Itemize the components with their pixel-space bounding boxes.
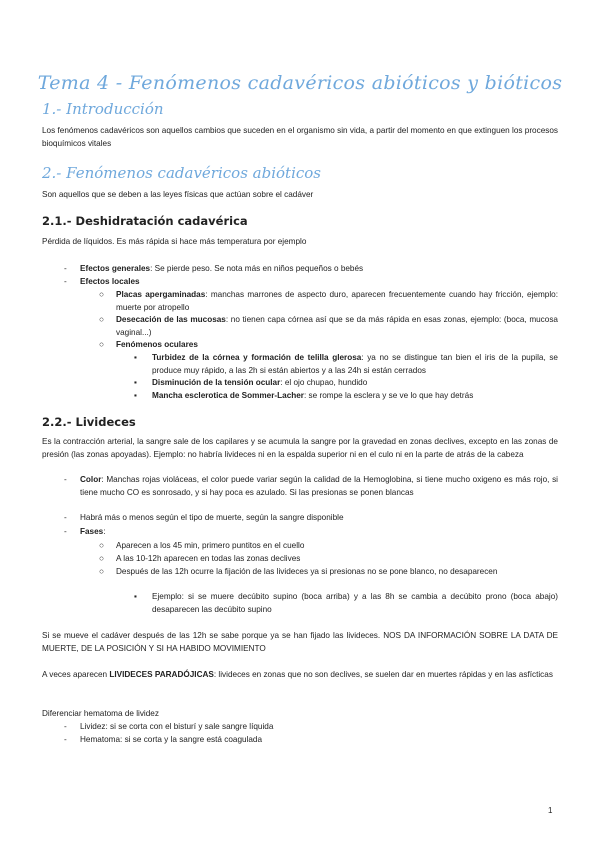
- heading-livideces: 2.2.- Livideces: [42, 415, 136, 429]
- paragraph-livideces: Es la contracción arterial, la sangre sale de los capilares y se acumula la sangre por la gravedad en zonas declives, excepto en las zonas de presión (las zonas apoyadas). Ejemplo: no habría livideces ni en la espalda superior ni en el culo ni en la parte de atrás de la cabeza: [42, 437, 558, 459]
- paragraph-introduccion: Los fenómenos cadavéricos son aquellos cambios que suceden en el organismo sin vida, a partir del momento en que extinguen los procesos bioquímicos vitales: [42, 126, 558, 148]
- bullet-circle: ○: [99, 554, 104, 563]
- list-item-color: Color: Manchas rojas violáceas, el color puede variar según la calidad de la Hemoglobina, si tiene mucho oxigeno es más rojo, si tiene mucho CO es sonrosado, y si hay poca es azulado. Si las presionas se ponen blancas: [80, 475, 558, 497]
- list-item-tipo: Habrá más o menos según el tipo de muerte, según la sangre disponible: [80, 513, 344, 522]
- bullet-dash: -: [64, 527, 67, 536]
- bullet-circle: ○: [99, 541, 104, 550]
- page-number: 1: [548, 806, 553, 815]
- list-item-fase-2: A las 10-12h aparecen en todas las zonas declives: [116, 554, 301, 563]
- list-item-placas: Placas apergaminadas: manchas marrones de aspecto duro, aparecen frecuentemente cuando hay fricción, ejemplo: muerte por atropello: [116, 290, 559, 312]
- paragraph-deshidratacion: Pérdida de líquidos. Es más rápida si hace más temperatura por ejemplo: [42, 237, 307, 246]
- list-item-mancha: Mancha esclerotica de Sommer-Lacher: se rompe la esclera y se ve lo que hay detrás: [152, 391, 474, 400]
- paragraph-paradojicas: A veces aparecen LIVIDECES PARADÓJICAS: livideces en zonas que no son declives, se suelen dar en muertes rápidas y en las asfícticas: [42, 670, 553, 679]
- bullet-square: ▪: [134, 592, 137, 601]
- bullet-dash: -: [64, 735, 67, 744]
- list-item-fase-1: Aparecen a los 45 min, primero puntitos en el cuello: [116, 541, 305, 550]
- paragraph-abioticos: Son aquellos que se deben a las leyes físicas que actúan sobre el cadáver: [42, 190, 314, 199]
- list-item-fases: Fases:: [80, 527, 106, 536]
- list-item-efectos-generales: Efectos generales: Se pierde peso. Se nota más en niños pequeños o bebés: [80, 264, 364, 273]
- paragraph-fijacion: Si se mueve el cadáver después de las 12h se sabe porque ya se han fijado las livideces. NOS DA INFORMACIÓN SOBRE LA DATA DE MUERTE, DE LA POSICIÓN Y SI HA HABIDO MOVIMIENTO: [42, 631, 558, 653]
- bullet-dash: -: [64, 722, 67, 731]
- heading-abioticos: 2.- Fenómenos cadavéricos abióticos: [42, 164, 321, 182]
- bullet-square: ▪: [134, 378, 137, 387]
- bullet-circle: ○: [99, 290, 104, 299]
- bullet-dash: -: [64, 277, 67, 286]
- list-item-tension: Disminución de la tensión ocular: el ojo chupao, hundido: [152, 378, 368, 387]
- bullet-dash: -: [64, 475, 67, 484]
- bullet-circle: ○: [99, 315, 104, 324]
- bullet-dash: -: [64, 264, 67, 273]
- list-item-efectos-locales: Efectos locales: [80, 277, 140, 286]
- list-item-ejemplo: Ejemplo: si se muere decúbito supino (boca arriba) y a las 8h se cambia a decúbito prono (boca abajo) desaparecen las decúbito supino: [152, 592, 558, 614]
- list-item-oculares: Fenómenos oculares: [116, 340, 198, 349]
- bullet-square: ▪: [134, 391, 137, 400]
- list-item-desecacion: Desecación de las mucosas: no tienen capa córnea así que se da más rápida en esas zonas, ejemplo: (boca, mucosa vaginal...): [116, 315, 558, 337]
- list-item-hematoma: Hematoma: si se corta y la sangre está coagulada: [80, 735, 263, 744]
- bullet-square: ▪: [134, 353, 137, 362]
- list-item-turbidez: Turbidez de la córnea y formación de telilla glerosa: ya no se distingue tan bien el iris de la pupila, se produce muy rápido, a las 2h si están abiertos y a las 24h si están cerrados: [152, 353, 558, 375]
- heading-introduccion: 1.- Introducción: [42, 100, 164, 118]
- heading-deshidratacion: 2.1.- Deshidratación cadavérica: [42, 214, 248, 228]
- bullet-circle: ○: [99, 567, 104, 576]
- list-item-fase-3: Después de las 12h ocurre la fijación de las livideces ya si presionas no se pone blanco, no desaparecen: [116, 567, 498, 576]
- paragraph-diferenciar: Diferenciar hematoma de lividez: [42, 709, 159, 718]
- list-item-lividez: Lividez: si se corta con el bisturí y sale sangre líquida: [80, 722, 274, 731]
- bullet-circle: ○: [99, 340, 104, 349]
- document-title: Tema 4 - Fenómenos cadavéricos abióticos y bióticos: [37, 72, 563, 94]
- bullet-dash: -: [64, 513, 67, 522]
